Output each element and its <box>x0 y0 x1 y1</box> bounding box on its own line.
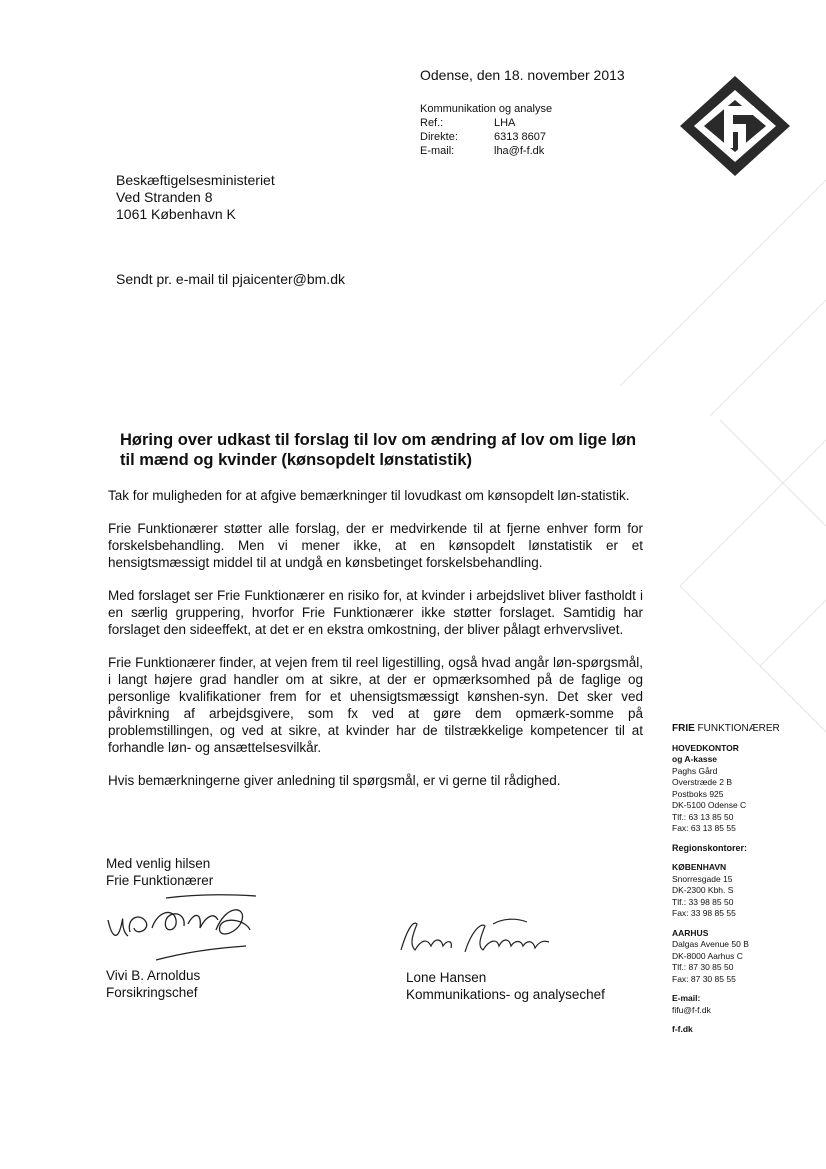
body-paragraph: Tak for muligheden for at afgive bemærkninger til lovudkast om kønsopdelt løn-statistik. <box>108 488 630 503</box>
signatory-1 <box>106 967 200 1001</box>
hq-sub: og A-kasse <box>672 754 718 764</box>
kbh-line: DK-2300 Kbh. S <box>672 885 734 895</box>
hq-line: Fax: 63 13 85 55 <box>672 823 736 833</box>
email-value: lha@f-f.dk <box>494 145 545 157</box>
department: Kommunikation og analyse <box>420 103 553 115</box>
direct-label: Direkte: <box>420 131 458 143</box>
sender-meta <box>420 102 552 158</box>
recipient-line: Ved Stranden 8 <box>116 189 213 205</box>
hq-line: DK-5100 Odense C <box>672 800 747 810</box>
direct-row <box>420 130 552 144</box>
closing-org: Frie Funktionærer <box>106 873 214 888</box>
recipient-line: 1061 København K <box>116 206 236 222</box>
sidebar-email[interactable]: fifu@f-f.dk <box>672 1004 711 1015</box>
aarhus-line: DK-8000 Aarhus C <box>672 950 743 961</box>
recipient-line: Beskæftigelsesministeriet <box>116 172 275 188</box>
aarhus-line: Fax: 87 30 85 55 <box>672 973 736 984</box>
letter-body <box>108 487 643 805</box>
kbh-line: Snorresgade 15 <box>672 873 733 884</box>
ref-row <box>420 116 552 130</box>
closing <box>106 855 213 889</box>
sidebar-contact-info <box>672 723 812 1036</box>
brand-bold: FRIE <box>672 723 695 734</box>
email-label: E-mail: <box>420 145 455 157</box>
closing-greeting: Med venlig hilsen <box>106 856 211 871</box>
aarhus-line: Dalgas Avenue 50 B <box>672 939 749 949</box>
sidebar-website[interactable]: f-f.dk <box>672 1024 693 1034</box>
kbh-line: Tlf.: 33 98 85 50 <box>672 896 734 907</box>
regional-title: Regionskontorer: <box>672 842 748 853</box>
hq-title: HOVEDKONTOR <box>672 742 739 753</box>
recipient-address <box>116 172 275 223</box>
signatory-title: Forsikringschef <box>106 985 198 1000</box>
frie-funktionaerer-logo-icon <box>680 76 790 176</box>
sidebar-brand <box>672 723 812 735</box>
kbh-line: Fax: 33 98 85 55 <box>672 908 736 918</box>
letter-heading: Høring over udkast til forslag til lov om ændring af lov om lige løn til mænd og kvinder (kønsopdelt lønstatistik) <box>120 431 637 469</box>
signature-lone-hansen <box>393 910 573 960</box>
body-paragraph: Frie Funktionærer støtter alle forslag, der er medvirkende til at fjerne enhver form for forskelsbehandling. Men vi mener ikke, at en kønsopdelt lønstatistik er et hensigtsmæssigt middel til at undgå en kønsbetinget forskelsbehandling. <box>108 521 643 570</box>
hq-line: Postboks 925 <box>672 788 724 799</box>
body-paragraph: Hvis bemærkningerne giver anledning til spørgsmål, er vi gerne til rådighed. <box>108 773 561 788</box>
email-row <box>420 144 552 158</box>
kbh-title: KØBENHAVN <box>672 862 727 872</box>
aarhus-title: AARHUS <box>672 927 709 938</box>
hq-line: Tlf.: 63 13 85 50 <box>672 811 734 822</box>
body-paragraph: Med forslaget ser Frie Funktionærer en risiko for, at kvinder i arbejdslivet bliver fastholdt i en særlig gruppering, hvorfor Frie Funktionærer ikke støtter forslaget. Samtidig har forslaget den sideeffekt, at det er en ekstra omkostning, der bliver pålagt erhvervslivet. <box>108 588 643 637</box>
brand-rest: FUNKTIONÆRER <box>694 723 780 734</box>
hq-line: Overstræde 2 B <box>672 777 732 787</box>
ref-label: Ref.: <box>420 117 444 129</box>
ref-value: LHA <box>494 117 516 129</box>
signatory-name: Vivi B. Arnoldus <box>106 968 201 983</box>
signatory-2 <box>406 969 605 1003</box>
email-title: E-mail: <box>672 993 701 1003</box>
direct-value: 6313 8607 <box>494 131 546 143</box>
sent-via: Sendt pr. e-mail til pjaicenter@bm.dk <box>116 271 345 287</box>
signatory-title: Kommunikations- og analysechef <box>406 987 605 1002</box>
aarhus-line: Tlf.: 87 30 85 50 <box>672 962 734 972</box>
letter-date: Odense, den 18. november 2013 <box>420 67 625 83</box>
body-paragraph: Frie Funktionærer finder, at vejen frem til reel ligestilling, også hvad angår løn-spørgsmål, i langt højere grad handler om at sikre, at der er opmærksomhed på de faglige og personlige kvalifikationer frem for et uhensigtsmæssigt kønshen-syn. Det sker ved påvirkning af arbejdsgivere, som fx ved at gøre dem opmærk-somme på problemstillingen, og ved at sikre, at kvinder har de tilstrækkelige kompetencer til at forhandle løn- og ansættelsesvilkår. <box>108 655 643 755</box>
signatory-name: Lone Hansen <box>406 970 487 985</box>
signature-vivi-arnoldus <box>96 890 266 965</box>
hq-line: Paghs Gård <box>672 765 718 776</box>
